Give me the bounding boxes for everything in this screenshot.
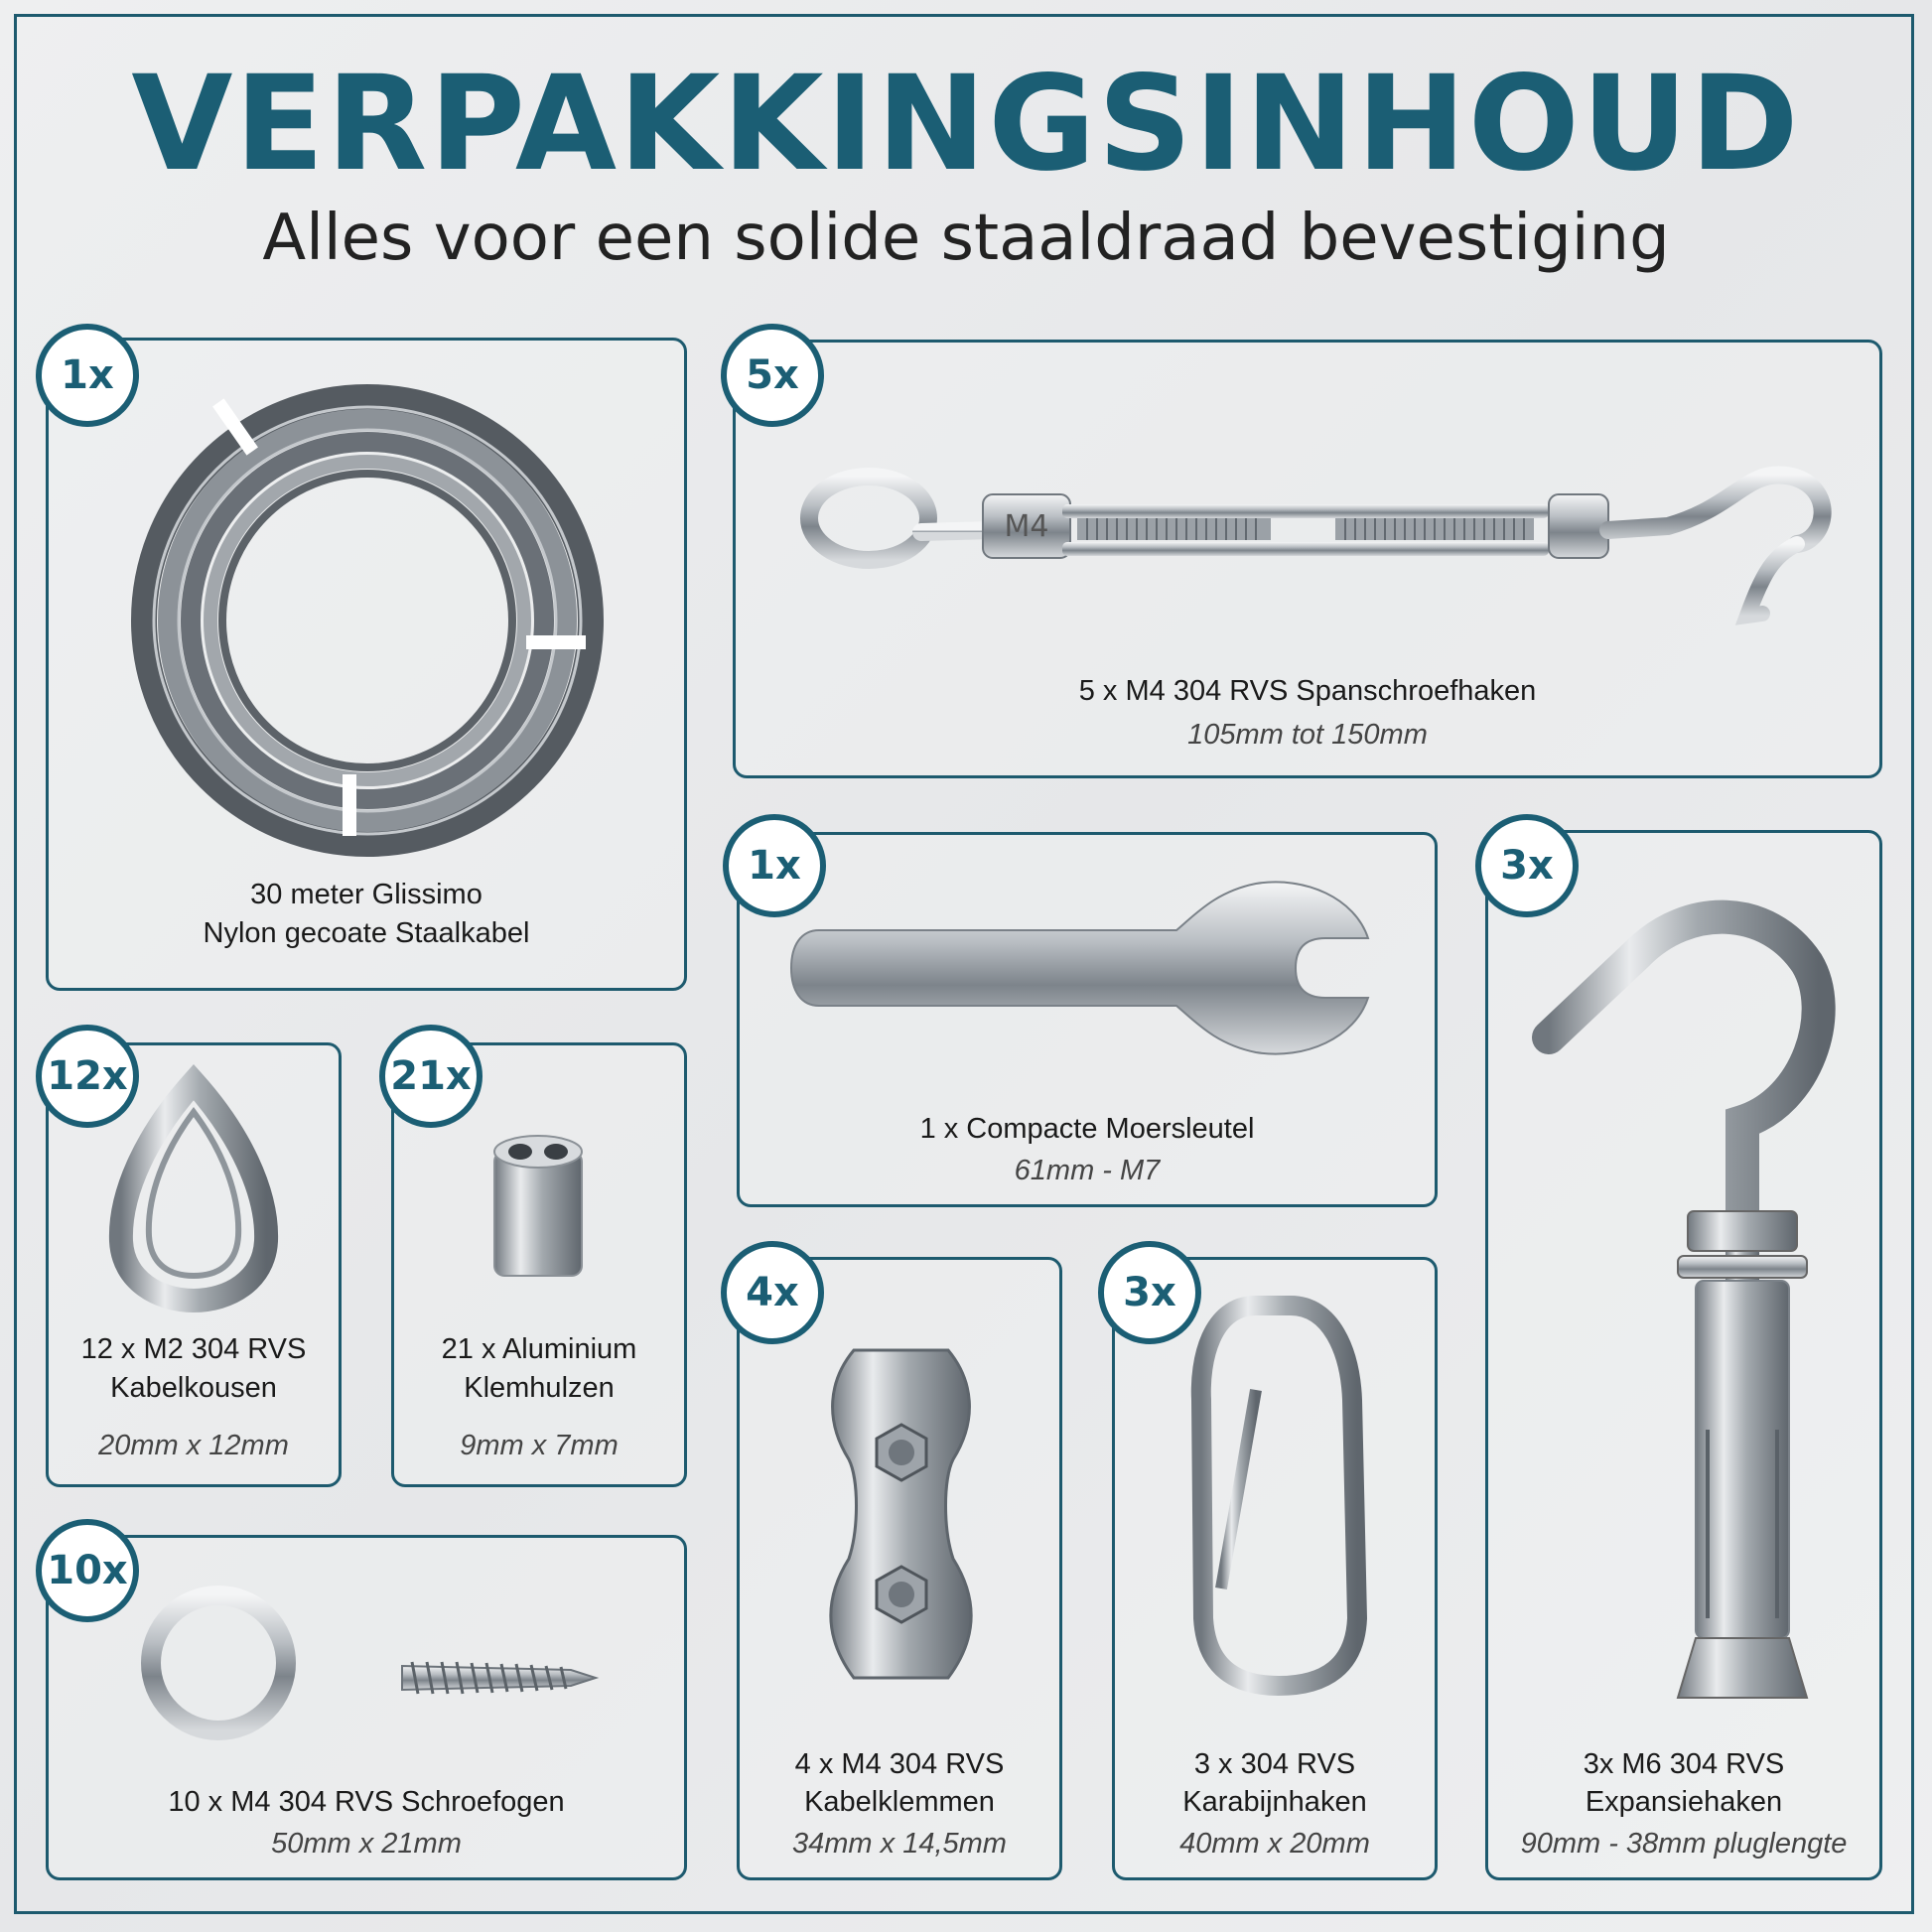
qty-badge-expansion-hook: 3x xyxy=(1475,814,1579,917)
caption-turnbuckle: 5 x M4 304 RVS Spanschroefhaken xyxy=(1078,675,1537,707)
caption-thimble-line2: Kabelkousen xyxy=(110,1372,277,1404)
caption-wrench: 1 x Compacte Moersleutel xyxy=(919,1113,1255,1145)
wrench-image xyxy=(789,874,1370,1062)
qty-badge-clamp: 4x xyxy=(721,1241,824,1344)
qty-badge-wrench: 1x xyxy=(723,814,826,917)
caption-clamp-line1: 4 x M4 304 RVS xyxy=(794,1748,1005,1780)
dimension-turnbuckle: 105mm tot 150mm xyxy=(1187,719,1428,751)
qty-badge-eye-screw: 10x xyxy=(36,1519,139,1622)
ferrule-image xyxy=(488,1132,588,1281)
caption-carabiner-line1: 3 x 304 RVS xyxy=(1193,1748,1356,1780)
caption-thimble-line1: 12 x M2 304 RVS xyxy=(80,1333,307,1365)
dimension-expansion-hook: 90mm - 38mm pluglengte xyxy=(1520,1828,1848,1860)
svg-text:M4: M4 xyxy=(1004,509,1049,544)
dimension-clamp: 34mm x 14,5mm xyxy=(792,1828,1007,1860)
expansion-hook-image xyxy=(1519,874,1847,1718)
thimble-image xyxy=(109,1072,278,1306)
dimension-carabiner: 40mm x 20mm xyxy=(1179,1828,1370,1860)
caption-clamp-line2: Kabelklemmen xyxy=(804,1786,995,1818)
qty-badge-carabiner: 3x xyxy=(1098,1241,1201,1344)
qty-badge-cable: 1x xyxy=(36,324,139,427)
turnbuckle-image xyxy=(794,447,1827,625)
page-title: VERPAKKINGSINHOUD xyxy=(131,48,1801,201)
cable-clamp-image xyxy=(814,1340,988,1688)
dimension-thimble: 20mm x 12mm xyxy=(98,1430,289,1461)
carabiner-image xyxy=(1181,1291,1375,1698)
caption-expansion-hook-line2: Expansiehaken xyxy=(1585,1786,1783,1818)
page-subtitle: Alles voor een solide staaldraad bevestiging xyxy=(262,202,1670,275)
dimension-eye-screw: 50mm x 21mm xyxy=(271,1828,462,1860)
eye-screw-image xyxy=(134,1579,601,1747)
qty-badge-turnbuckle: 5x xyxy=(721,324,824,427)
dimension-wrench: 61mm - M7 xyxy=(1014,1155,1161,1186)
caption-cable-line2: Nylon gecoate Staalkabel xyxy=(203,917,530,949)
caption-ferrule-line1: 21 x Aluminium xyxy=(441,1333,637,1365)
caption-carabiner-line2: Karabijnhaken xyxy=(1182,1786,1367,1818)
caption-cable-line1: 30 meter Glissimo xyxy=(250,879,483,910)
caption-expansion-hook-line1: 3x M6 304 RVS xyxy=(1583,1748,1785,1780)
steel-cable-coil-image xyxy=(129,377,606,854)
qty-badge-ferrule: 21x xyxy=(379,1025,483,1128)
caption-eye-screw: 10 x M4 304 RVS Schroefogen xyxy=(168,1786,565,1818)
qty-badge-thimble: 12x xyxy=(36,1025,139,1128)
caption-ferrule-line2: Klemhulzen xyxy=(464,1372,615,1404)
dimension-ferrule: 9mm x 7mm xyxy=(460,1430,619,1461)
